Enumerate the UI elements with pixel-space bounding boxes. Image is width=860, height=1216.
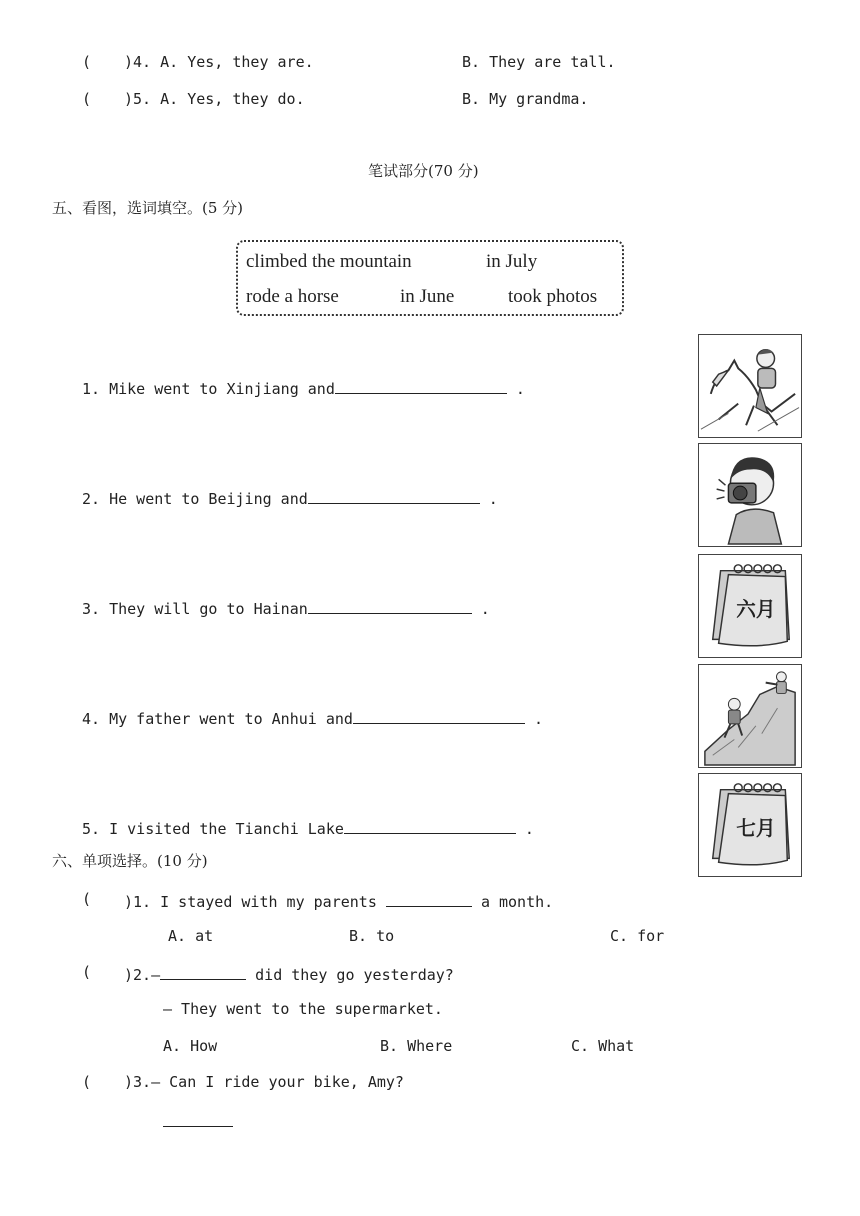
question-3-text: — Can I ride your bike, Amy?: [151, 1073, 404, 1091]
answer-paren: (: [82, 890, 92, 908]
section-6-heading: 六、单项选择。(10 分): [52, 852, 208, 870]
option-c: C. for: [610, 927, 665, 945]
fill-item-2-text: 2. He went to Beijing and: [82, 490, 308, 508]
word-in-july: in July: [486, 251, 538, 272]
fill-item-5-text: 5. I visited the Tianchi Lake: [82, 820, 344, 838]
choice-question-1: [124, 892, 553, 910]
fill-item-5-end: .: [515, 820, 534, 838]
fill-item-4-end: .: [524, 710, 543, 728]
fill-item-1-text: 1. Mike went to Xinjiang and: [82, 380, 335, 398]
option-b: B. to: [349, 927, 395, 945]
horse-rider-icon: [698, 334, 802, 438]
answer-blank[interactable]: [308, 599, 472, 614]
question-5-option-b: B. My grandma.: [462, 90, 589, 108]
dialogue-dash: —: [151, 966, 161, 984]
answer-paren: (: [82, 1073, 92, 1091]
answer-blank[interactable]: [308, 489, 480, 504]
choice-question-2: [124, 965, 454, 983]
written-part-title: 笔试部分(70 分): [368, 162, 479, 180]
fill-item-2: [82, 489, 498, 507]
question-number: )1.: [124, 893, 152, 911]
word-took-photos: took photos: [508, 286, 598, 307]
question-1-text: I stayed with my parents: [160, 893, 377, 911]
question-4-option-b: B. They are tall.: [462, 53, 616, 71]
question-5-option-a: )5. A. Yes, they do.: [124, 90, 305, 108]
fill-item-3-end: .: [471, 600, 490, 618]
question-number: )2.: [124, 966, 152, 984]
question-4-option-a: )4. A. Yes, they are.: [124, 53, 314, 71]
option-a: A. at: [168, 927, 214, 945]
fill-item-2-end: .: [479, 490, 498, 508]
calendar-june-text: 六月: [736, 597, 776, 621]
question-3-blank[interactable]: [163, 1112, 233, 1130]
calendar-icon-june: [698, 554, 802, 658]
word-rode-a-horse: rode a horse: [246, 286, 339, 307]
answer-blank[interactable]: [386, 892, 472, 907]
climbers-icon: [698, 664, 802, 768]
answer-blank[interactable]: [353, 709, 525, 724]
section-5-heading: 五、看图，选词填空。(5 分): [52, 199, 244, 217]
fill-item-1-end: .: [506, 380, 525, 398]
fill-item-4-text: 4. My father went to Anhui and: [82, 710, 353, 728]
answer-paren: (: [82, 53, 92, 71]
answer-blank[interactable]: [335, 379, 507, 394]
option-b: B. Where: [380, 1037, 453, 1055]
answer-blank[interactable]: [163, 1112, 233, 1127]
fill-item-1: [82, 379, 525, 397]
question-2-answer: — They went to the supermarket.: [163, 1000, 443, 1018]
calendar-july-text: 七月: [736, 816, 776, 840]
calendar-icon-july: [698, 773, 802, 877]
answer-blank[interactable]: [160, 965, 246, 980]
word-in-june: in June: [400, 286, 455, 307]
question-1-tail: a month.: [480, 893, 554, 911]
answer-paren: (: [82, 90, 92, 108]
fill-item-5: [82, 819, 534, 837]
answer-paren: (: [82, 963, 92, 981]
option-c: C. What: [571, 1037, 635, 1055]
word-climbed-the-mountain: climbed the mountain: [246, 251, 412, 272]
fill-item-4: [82, 709, 543, 727]
word-bank: [236, 240, 624, 316]
question-2-text: did they go yesterday?: [255, 966, 454, 984]
fill-item-3: [82, 599, 490, 617]
choice-question-3: [124, 1075, 404, 1090]
answer-blank[interactable]: [344, 819, 516, 834]
fill-item-3-text: 3. They will go to Hainan: [82, 600, 308, 618]
option-a: A. How: [163, 1037, 218, 1055]
camera-boy-icon: [698, 443, 802, 547]
question-number: )3.: [124, 1073, 152, 1091]
